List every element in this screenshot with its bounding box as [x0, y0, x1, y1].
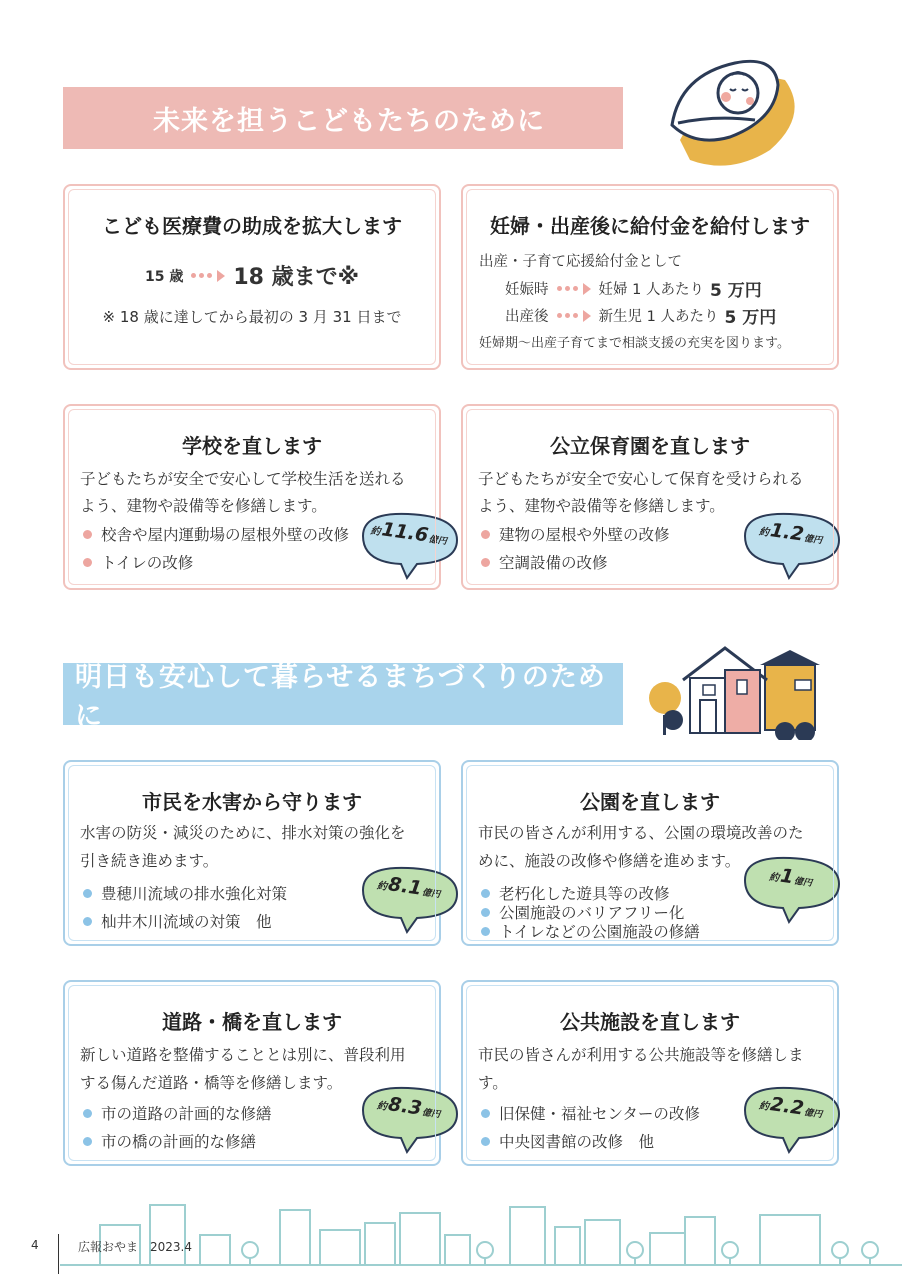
- list-item: [83, 1130, 256, 1152]
- list-item-text: 建物の屋根や外壁の改修: [499, 526, 670, 544]
- bullet-dot: [481, 1137, 490, 1146]
- card-title: 道路・橋を直します: [162, 1010, 342, 1034]
- card-title: 妊婦・出産後に給付金を給付します: [490, 214, 810, 238]
- card-medical-subsidy: [63, 184, 441, 370]
- age-to: 18 歳まで※: [233, 265, 360, 290]
- arrow-icon: [191, 270, 225, 282]
- list-item: [481, 920, 700, 942]
- bullet-dot: [83, 558, 92, 567]
- list-item: [83, 882, 287, 904]
- list-item: [83, 551, 193, 573]
- bullet-dot: [481, 530, 490, 539]
- row-amount: 5 万円: [724, 308, 777, 328]
- body-line: よう、建物や設備等を修繕します。: [80, 497, 327, 515]
- list-item: [481, 1102, 700, 1124]
- bullet-dot: [481, 908, 490, 917]
- list-item-text: 空調設備の改修: [499, 554, 608, 572]
- benefit-intro: 出産・子育て応援給付金として: [479, 254, 682, 270]
- list-item: [481, 1130, 654, 1152]
- body-line: 市民の皆さんが利用する、公園の環境改善のた: [478, 824, 804, 842]
- list-item-text: トイレの改修: [101, 554, 194, 572]
- section-title: 未来を担うこどもたちのために: [153, 105, 545, 137]
- body-line: 引き続き進めます。: [80, 852, 219, 870]
- card-public-facility-repair: [461, 980, 839, 1166]
- budget-bubble: [735, 506, 847, 582]
- budget-label: 約2.2億円: [758, 1093, 823, 1121]
- benefit-row-pregnancy: [505, 276, 762, 301]
- bullet-dot: [83, 530, 92, 539]
- budget-bubble: [353, 1080, 465, 1156]
- body-line: めに、施設の改修や修繕を進めます。: [478, 852, 741, 870]
- card-flood-protection: [63, 760, 441, 946]
- bullet-dot: [481, 558, 490, 567]
- card-nursery-repair: [461, 404, 839, 590]
- list-item-text: 公園施設のバリアフリー化: [499, 904, 685, 922]
- age-range: [65, 260, 439, 291]
- budget-label: 約11.6億円: [369, 518, 448, 548]
- body-line: 子どもたちが安全で安心して保育を受けられる: [478, 470, 804, 488]
- budget-label: 約1億円: [768, 864, 813, 889]
- body-line: 子どもたちが安全で安心して学校生活を送れる: [80, 470, 406, 488]
- bullet-dot: [83, 889, 92, 898]
- benefit-row-birth: [505, 303, 776, 328]
- bullet-dot: [83, 917, 92, 926]
- card-title: 公立保育園を直します: [550, 434, 750, 458]
- age-from: 15 歳: [144, 268, 184, 285]
- list-item-text: 豊穂川流域の排水強化対策: [101, 885, 288, 903]
- list-item-text: 市の道路の計画的な修繕: [101, 1105, 272, 1123]
- card-title: 学校を直します: [182, 434, 322, 458]
- cityscape-illustration: [60, 1195, 902, 1270]
- list-item: [83, 1102, 272, 1124]
- section-title: 明日も安心して暮らせるまちづくりのために: [75, 662, 606, 732]
- page-number: 4: [31, 1238, 39, 1252]
- card-title: 公園を直します: [580, 790, 720, 814]
- card-road-bridge-repair: [63, 980, 441, 1166]
- budget-bubble: [353, 860, 465, 936]
- sleeping-baby-illustration: [660, 45, 810, 175]
- row-text: 新生児 1 人あたり: [598, 309, 719, 325]
- body-line: よう、建物や設備等を修繕します。: [478, 497, 725, 515]
- budget-bubble: [353, 506, 465, 582]
- row-label: 出産後: [505, 309, 549, 325]
- bullet-dot: [481, 927, 490, 936]
- budget-label: 約1.2億円: [758, 519, 823, 547]
- benefit-note: 妊婦期～出産子育てまで相談支援の充実を図ります。: [479, 336, 790, 351]
- body-line: 水害の防災・減災のために、排水対策の強化を: [80, 824, 406, 842]
- list-item: [83, 523, 349, 545]
- body-line: す。: [478, 1074, 508, 1092]
- row-amount: 5 万円: [709, 281, 762, 301]
- row-text: 妊婦 1 人あたり: [598, 282, 704, 298]
- list-item-text: 市の橋の計画的な修繕: [101, 1133, 257, 1151]
- card-title: 公共施設を直します: [560, 1010, 740, 1034]
- budget-label: 約8.1億円: [376, 873, 441, 901]
- publication-title: 広報おやま 2023.4: [78, 1240, 192, 1254]
- card-title: こども医療費の助成を拡大します: [102, 214, 402, 238]
- list-item: [83, 910, 272, 932]
- list-item-text: 老朽化した遊具等の改修: [499, 885, 670, 903]
- note: ※ 18 歳に達してから最初の 3 月 31 日まで: [102, 308, 402, 326]
- list-item-text: 旧保健・福祉センターの改修: [499, 1105, 700, 1123]
- list-item-text: 杣井木川流域の対策 他: [101, 913, 272, 931]
- arrow-icon: [557, 310, 591, 322]
- house-illustration: [645, 640, 825, 740]
- body-line: 市民の皆さんが利用する公共施設等を修繕しま: [478, 1046, 804, 1064]
- budget-bubble: [735, 1080, 847, 1156]
- card-school-repair: [63, 404, 448, 590]
- list-item-text: 中央図書館の改修 他: [499, 1133, 655, 1151]
- budget-bubble: [735, 850, 847, 926]
- list-item: [481, 551, 608, 573]
- bullet-dot: [83, 1109, 92, 1118]
- list-item-text: 校舎や屋内運動場の屋根外壁の改修: [101, 526, 350, 544]
- list-item: [481, 523, 670, 545]
- budget-label: 約8.3億円: [376, 1093, 441, 1121]
- bullet-dot: [83, 1137, 92, 1146]
- section-banner-children: [63, 87, 623, 149]
- body-line: する傷んだ道路・橋等を修繕します。: [80, 1074, 343, 1092]
- footer-divider: [58, 1234, 59, 1274]
- card-title: 市民を水害から守ります: [142, 790, 362, 814]
- row-label: 妊娠時: [505, 282, 549, 298]
- arrow-icon: [557, 283, 591, 295]
- card-pregnancy-benefit: [461, 184, 839, 370]
- section-banner-town: [63, 662, 623, 732]
- body-line: 新しい道路を整備することとは別に、普段利用: [80, 1046, 406, 1064]
- bullet-dot: [481, 889, 490, 898]
- bullet-dot: [481, 1109, 490, 1118]
- card-park-repair: [461, 760, 839, 946]
- list-item-text: トイレなどの公園施設の修繕: [499, 923, 700, 941]
